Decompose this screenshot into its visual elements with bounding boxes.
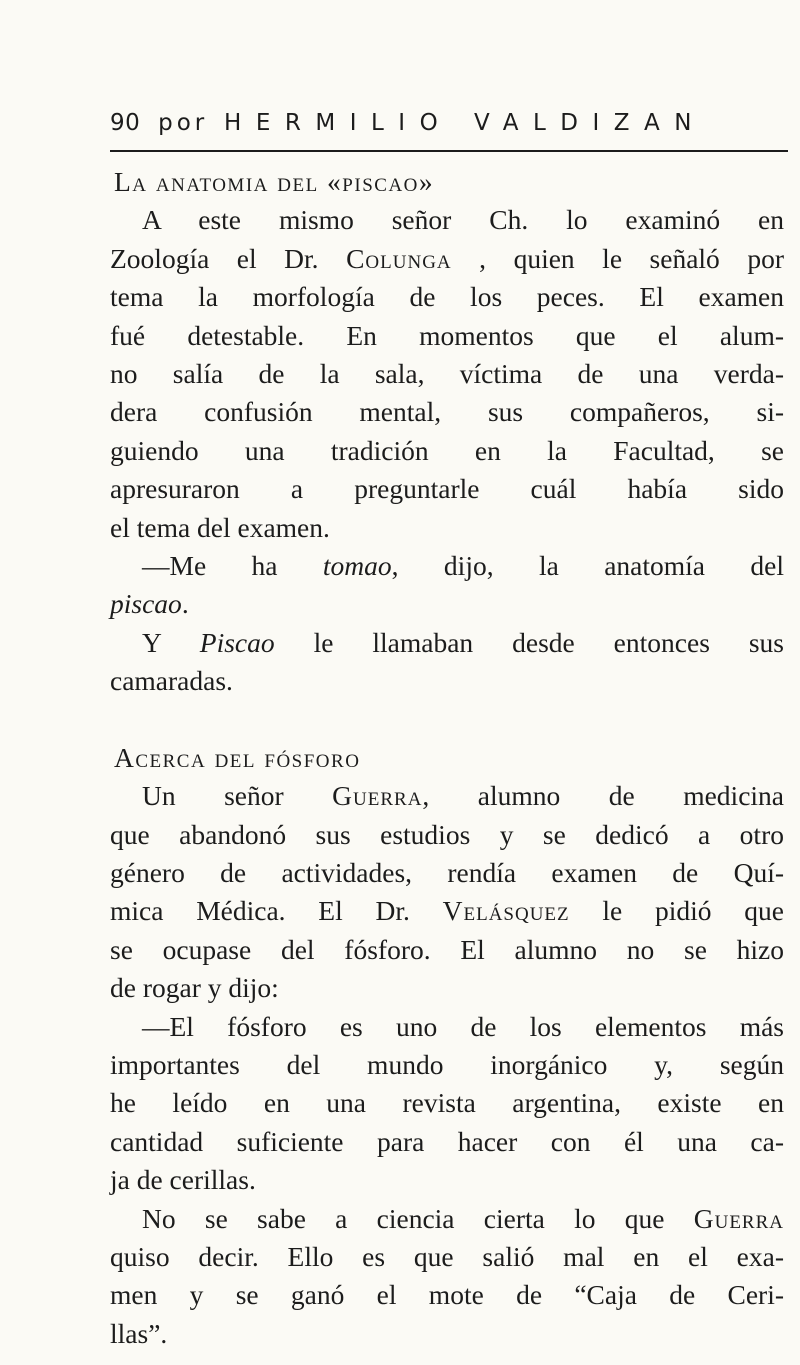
section-body-fosforo: [110, 777, 784, 1353]
page-body: [110, 163, 784, 1353]
text-line: género de actividades, rendía examen de Quí-: [110, 856, 784, 888]
text-line: piscao.: [110, 588, 189, 620]
text-line: dera confusión mental, sus compañeros, si-: [110, 396, 784, 428]
text-line: No se sabe a ciencia cierta lo que Guerra: [142, 1202, 784, 1234]
surname: Colunga: [346, 242, 452, 274]
text-line: Y Piscao le llamaban desde entonces sus: [142, 626, 784, 658]
text-line: tema la morfología de los peces. El examen: [110, 281, 784, 313]
surname: Guerra: [693, 1202, 784, 1234]
text-line: cantidad suficiente para hacer con él una ca-: [110, 1125, 784, 1157]
surname: Velásquez: [442, 895, 570, 927]
surname: Guerra: [332, 780, 423, 812]
text-line: guiendo una tradición en la Facultad, se: [110, 434, 784, 466]
italic-word: Piscao: [199, 626, 275, 658]
text-line: no salía de la sala, víctima de una verda-: [110, 358, 784, 390]
section-body-anatomia: [110, 201, 784, 700]
text-line: de rogar y dijo:: [110, 972, 279, 1004]
section-title-anatomia: La anatomia del «piscao»: [114, 166, 435, 197]
text-line: llas”.: [110, 1317, 168, 1349]
text-line: que abandonó sus estudios y se dedicó a otro: [110, 818, 784, 850]
text-line: fué detestable. En momentos que el alum-: [110, 319, 784, 351]
text-line: Un señor Guerra, alumno de medicina: [142, 780, 784, 812]
running-head: [110, 110, 788, 152]
text-line: camaradas.: [110, 665, 233, 697]
text-line: apresuraron a preguntarle cuál había sido: [110, 473, 784, 505]
text-line: se ocupase del fósforo. El alumno no se hizo: [110, 933, 784, 965]
running-head-author: HERMILIO VALDIZAN: [224, 110, 706, 136]
text-line: mica Médica. El Dr. Velásquez le pidió que: [110, 895, 784, 927]
text-line: quiso decir. Ello es que salió mal en el exa-: [110, 1240, 784, 1272]
italic-word: piscao: [110, 588, 182, 620]
text-line: el tema del examen.: [110, 511, 330, 543]
italic-word: tomao: [322, 550, 392, 582]
text-line: ja de cerillas.: [110, 1164, 256, 1196]
section-title-fosforo: Acerca del fósforo: [114, 741, 361, 773]
text-line: —El fósforo es uno de los elementos más: [142, 1010, 784, 1042]
text-line: A este mismo señor Ch. lo examinó en: [142, 204, 784, 236]
text-line: Zoología el Dr. Colunga , quien le señaló por: [110, 242, 784, 274]
text-line: —Me ha tomao, dijo, la anatomía del: [142, 550, 784, 582]
page-number: 90: [110, 110, 141, 136]
text-line: importantes del mundo inorgánico y, según: [110, 1048, 784, 1080]
running-head-preposition: por: [158, 110, 209, 136]
text-line: men y se ganó el mote de “Caja de Ceri-: [110, 1279, 784, 1311]
text-line: he leído en una revista argentina, existe en: [110, 1087, 784, 1119]
